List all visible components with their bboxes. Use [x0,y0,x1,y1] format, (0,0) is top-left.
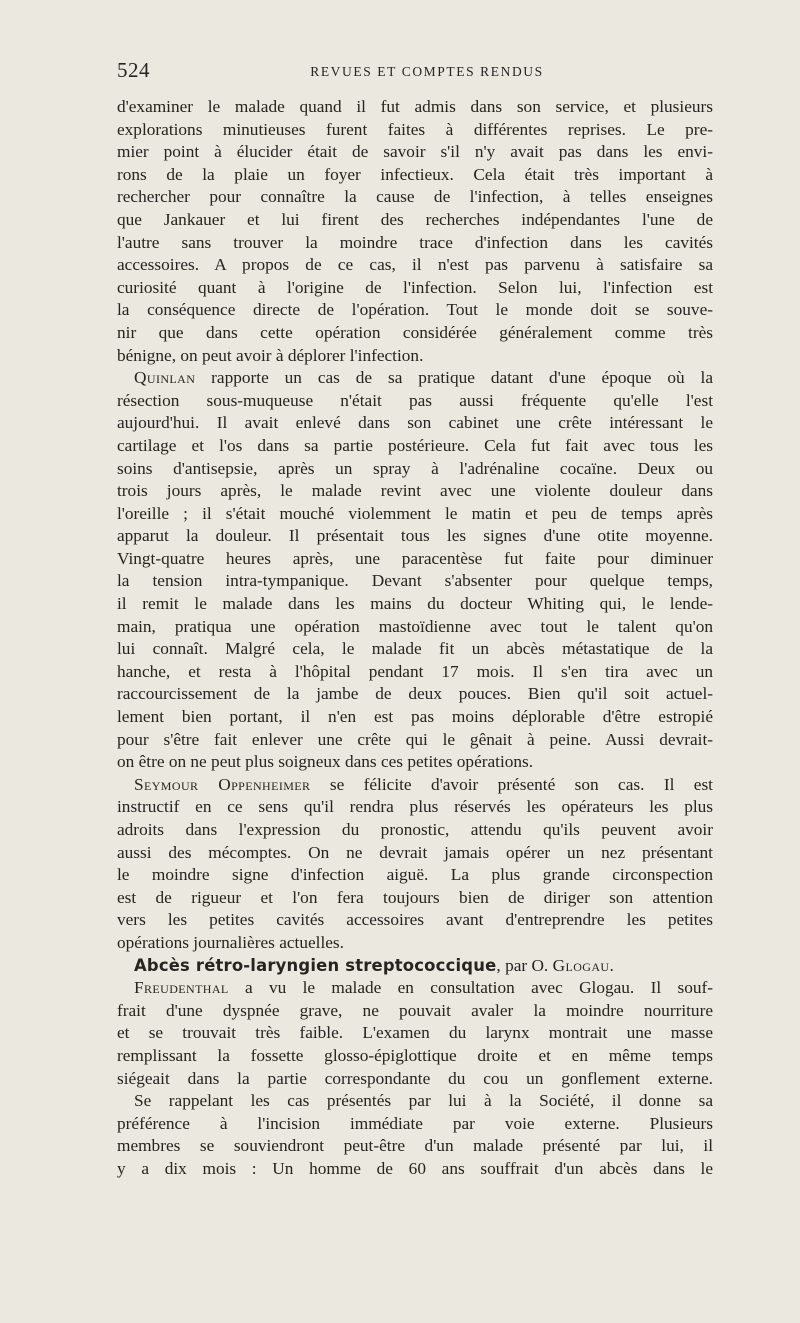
text-line: apparut la douleur. Il présentait tous les signes d'une otite moyenne. [117,526,713,546]
text-line: explorations minutieuses furent faites à différentes reprises. Le pre- [117,119,713,139]
text-line: la conséquence directe de l'opération. Tout le monde doit se souve- [117,300,713,320]
text-line: préférence à l'incision immédiate par voie externe. Plusieurs [117,1113,713,1133]
text-line: cartilage et l'os dans sa partie postérieure. Cela fut fait avec tous les [117,435,713,455]
text-line: y a dix mois : Un homme de 60 ans souffrait d'un abcès dans le [117,1158,713,1178]
section-heading: Abcès rétro-laryngien streptococcique, par O. Glogau. [134,955,614,975]
text-line: rons de la plaie un foyer infectieux. Cela était très important à [117,164,713,184]
text-line: siégeait dans la partie correspondante du cou un gonflement externe. [117,1068,713,1088]
text-line: main, pratiqua une opération mastoïdienne avec tout le talent qu'on [117,616,713,636]
text-line: pour s'être fait enlever une crête qui le gênait à peine. Aussi devrait- [117,729,713,749]
text-line: mier point à élucider était de savoir s'il n'y avait pas dans les envi- [117,142,713,162]
author-name: Seymour Oppenheimer [134,774,311,794]
author-name: Quinlan [134,368,196,388]
paragraph-start-oppenheimer: Seymour Oppenheimer se félicite d'avoir présenté son cas. Il est [134,774,713,794]
text-line: accessoires. A propos de ce cas, il n'est pas parvenu à satisfaire sa [117,255,713,275]
running-title: REVUES ET COMPTES RENDUS [310,64,544,79]
text-line: la tension intra-tympanique. Devant s'absenter pour quelque temps, [117,571,713,591]
text-line: raccourcissement de la jambe de deux pouces. Bien qu'il soit actuel- [117,684,713,704]
text-line: aujourd'hui. Il avait enlevé dans son cabinet une crête intéressant le [117,413,713,433]
text-line: que Jankauer et lui firent des recherches indépendantes l'une de [117,209,713,229]
text-line: vers les petites cavités accessoires avant d'entreprendre les petites [117,910,713,930]
author-name: Freudenthal [134,978,229,998]
text-line: aussi des mécomptes. On ne devrait jamais opérer un nez présentant [117,842,713,862]
text-line: Se rappelant les cas présentés par lui à la Société, il donne sa [134,1091,713,1111]
text-line: bénigne, on peut avoir à déplorer l'infection. [117,345,424,365]
text-line: adroits dans l'expression du pronostic, attendu qu'ils peuvent avoir [117,820,713,839]
section-title: Abcès rétro-laryngien streptococcique [134,955,497,975]
text-line: Vingt-quatre heures après, une paracentèse fut faite pour diminuer [117,548,713,568]
text-line: membres se souviendront peut-être d'un malade présenté par lui, il [117,1136,713,1156]
text-line: instructif en ce sens qu'il rendra plus réservés les opérateurs les plus [117,797,713,817]
text-line: lement bien portant, il n'en est pas moins déplorable d'être estropié [117,707,713,727]
text-line: est de rigueur et l'on fera toujours bien de diriger son attention [117,887,713,907]
text-line: rechercher pour connaître la cause de l'infection, à telles enseignes [117,187,713,207]
paragraph-start-quinlan: Quinlan rapporte un cas de sa pratique datant d'une époque où la [134,368,713,388]
text-line: hanche, et resta à l'hôpital pendant 17 mois. Il s'en tira avec un [117,661,713,681]
page-number: 524 [117,58,150,82]
text-line: soins d'antisepsie, après un spray à l'adrénaline cocaïne. Deux ou [117,458,713,478]
body-text [117,96,713,1181]
text-line: on être on ne peut plus soigneux dans ces petites opérations. [117,752,534,772]
page-header [117,56,713,86]
text-line: opérations journalières actuelles. [117,932,344,952]
text-line: le moindre signe d'infection aiguë. La plus grande circonspection [117,865,713,885]
text-line: et se trouvait très faible. L'examen du larynx montrait une masse [117,1023,713,1043]
text-line: l'oreille ; il s'était mouché violemment le matin et peu de temps après [117,503,713,523]
text-line: nir que dans cette opération considérée généralement comme très [117,322,713,342]
text-line: frait d'une dyspnée grave, ne pouvait avaler la moindre nourriture [117,1000,713,1020]
text-line: trois jours après, le malade revint avec une violente douleur dans [117,481,713,501]
paragraph-start-freudenthal: Freudenthal a vu le malade en consultation avec Glogau. Il souf- [134,978,713,998]
author-name: Glogau [552,955,610,975]
text-line: curiosité quant à l'origine de l'infection. Selon lui, l'infection est [117,277,713,297]
text-line: remplissant la fossette glosso-épiglottique droite et en même temps [117,1045,713,1065]
text-line: il remit le malade dans les mains du docteur Whiting qui, le lende- [117,594,713,614]
text-line: d'examiner le malade quand il fut admis dans son service, et plusieurs [117,97,713,116]
text-line: résection sous-muqueuse n'était pas aussi fréquente qu'elle l'est [117,390,713,410]
text-line: l'autre sans trouver la moindre trace d'infection dans les cavités [117,232,713,252]
text-line: lui connaît. Malgré cela, le malade fit un abcès métastatique de la [117,639,713,659]
